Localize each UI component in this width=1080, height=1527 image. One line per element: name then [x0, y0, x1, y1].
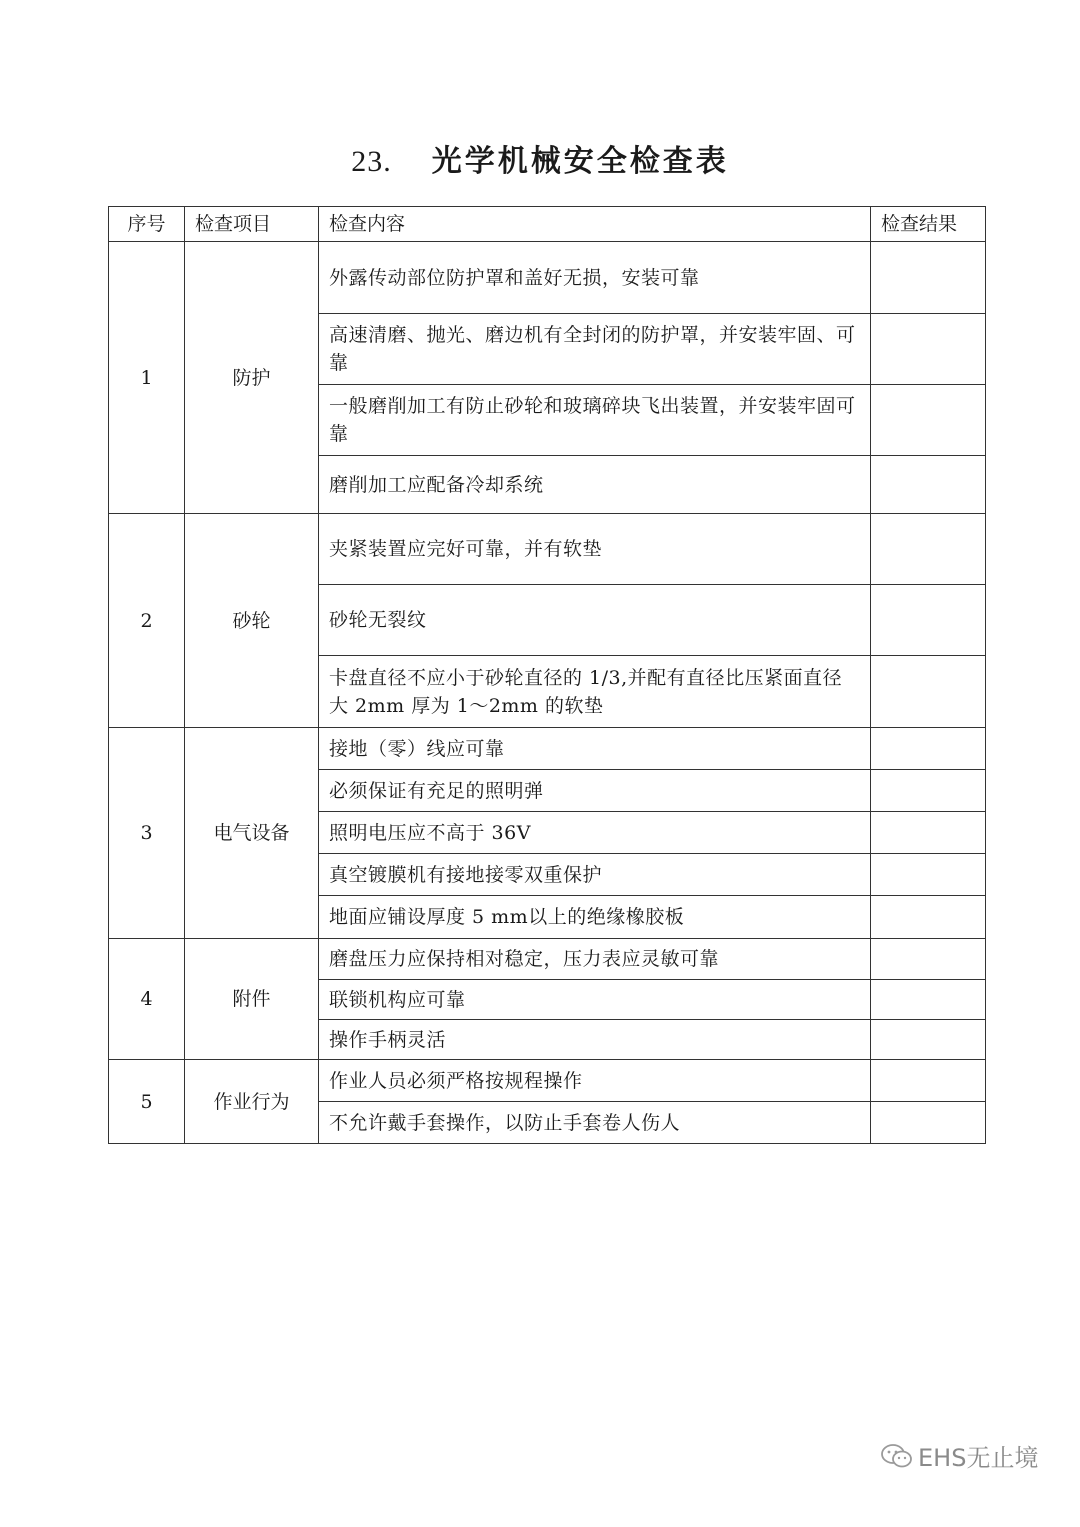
table-row — [109, 1060, 986, 1102]
result-cell[interactable] — [871, 385, 986, 456]
category-cell: 防护 — [185, 242, 319, 514]
result-cell[interactable] — [871, 656, 986, 728]
category-cell: 作业行为 — [185, 1060, 319, 1144]
content-cell: 必须保证有充足的照明弹 — [319, 770, 871, 812]
header-result: 检查结果 — [871, 207, 986, 242]
content-cell: 卡盘直径不应小于砂轮直径的 1/3,并配有直径比压紧面直径大 2mm 厚为 1～2mm 的软垫 — [319, 656, 871, 728]
seq-cell: 2 — [109, 514, 185, 728]
table-row — [109, 939, 986, 980]
content-cell: 作业人员必须严格按规程操作 — [319, 1060, 871, 1102]
title-text: 光学机械安全检查表 — [431, 144, 729, 179]
table-header-row — [109, 207, 986, 242]
result-cell[interactable] — [871, 456, 986, 514]
table-row — [109, 728, 986, 770]
result-cell[interactable] — [871, 812, 986, 854]
content-cell: 不允许戴手套操作，以防止手套卷人伤人 — [319, 1102, 871, 1144]
inspection-table — [108, 206, 986, 1144]
result-cell[interactable] — [871, 980, 986, 1020]
result-cell[interactable] — [871, 242, 986, 314]
category-cell: 电气设备 — [185, 728, 319, 939]
content-cell: 高速清磨、抛光、磨边机有全封闭的防护罩，并安装牢固、可靠 — [319, 314, 871, 385]
watermark-text: EHS无止境 — [918, 1444, 1039, 1472]
seq-cell: 3 — [109, 728, 185, 939]
seq-cell: 5 — [109, 1060, 185, 1144]
result-cell[interactable] — [871, 896, 986, 939]
category-cell: 砂轮 — [185, 514, 319, 728]
result-cell[interactable] — [871, 939, 986, 980]
result-cell[interactable] — [871, 314, 986, 385]
document-title — [0, 140, 1080, 184]
content-cell: 磨盘压力应保持相对稳定，压力表应灵敏可靠 — [319, 939, 871, 980]
title-number: 23. — [351, 145, 392, 178]
watermark — [880, 1438, 1038, 1473]
content-cell: 真空镀膜机有接地接零双重保护 — [319, 854, 871, 896]
content-cell: 操作手柄灵活 — [319, 1020, 871, 1060]
result-cell[interactable] — [871, 728, 986, 770]
content-cell: 照明电压应不高于 36V — [319, 812, 871, 854]
header-seq: 序号 — [109, 207, 185, 242]
table-row — [109, 514, 986, 585]
header-category: 检查项目 — [185, 207, 319, 242]
result-cell[interactable] — [871, 514, 986, 585]
result-cell[interactable] — [871, 1020, 986, 1060]
header-content: 检查内容 — [319, 207, 871, 242]
content-cell: 砂轮无裂纹 — [319, 585, 871, 656]
result-cell[interactable] — [871, 770, 986, 812]
content-cell: 一般磨削加工有防止砂轮和玻璃碎块飞出装置，并安装牢固可靠 — [319, 385, 871, 456]
content-cell: 磨削加工应配备冷却系统 — [319, 456, 871, 514]
content-cell: 接地（零）线应可靠 — [319, 728, 871, 770]
category-cell: 附件 — [185, 939, 319, 1060]
result-cell[interactable] — [871, 585, 986, 656]
result-cell[interactable] — [871, 1102, 986, 1144]
content-cell: 外露传动部位防护罩和盖好无损，安装可靠 — [319, 242, 871, 314]
table-row — [109, 242, 986, 314]
content-cell: 地面应铺设厚度 5 mm以上的绝缘橡胶板 — [319, 896, 871, 939]
result-cell[interactable] — [871, 1060, 986, 1102]
seq-cell: 1 — [109, 242, 185, 514]
seq-cell: 4 — [109, 939, 185, 1060]
content-cell: 夹紧装置应完好可靠，并有软垫 — [319, 514, 871, 585]
wechat-icon — [880, 1443, 914, 1469]
result-cell[interactable] — [871, 854, 986, 896]
content-cell: 联锁机构应可靠 — [319, 980, 871, 1020]
